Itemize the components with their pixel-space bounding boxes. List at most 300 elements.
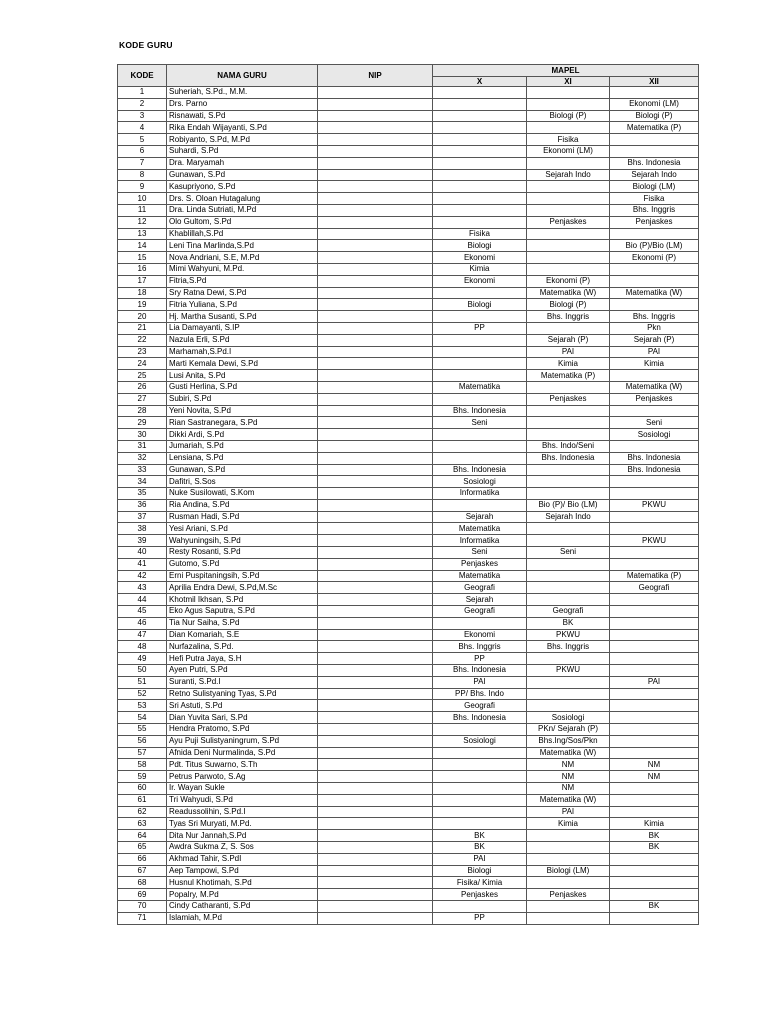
mapel-xi-cell: Matematika (W): [527, 287, 610, 299]
mapel-xi-cell: Ekonomi (LM): [527, 145, 610, 157]
mapel-xi-cell: [527, 157, 610, 169]
table-row: [118, 476, 699, 488]
mapel-x-cell: Bhs. Inggris: [433, 641, 527, 653]
mapel-x-cell: [433, 806, 527, 818]
mapel-xii-cell: [610, 134, 699, 146]
nip-cell: [318, 240, 433, 252]
table-row: [118, 358, 699, 370]
mapel-xii-cell: [610, 228, 699, 240]
mapel-xi-cell: Penjaskes: [527, 889, 610, 901]
nama-guru-cell: Leni Tina Marlinda,S.Pd: [167, 240, 318, 252]
mapel-x-cell: Sosiologi: [433, 476, 527, 488]
mapel-xii-cell: Penjaskes: [610, 216, 699, 228]
kode-cell: 13: [118, 228, 167, 240]
mapel-xii-cell: Bhs. Indonesia: [610, 464, 699, 476]
kode-cell: 39: [118, 535, 167, 547]
nama-guru-cell: Ayu Puji Sulistyaningrum, S.Pd: [167, 735, 318, 747]
nama-guru-cell: Rian Sastranegara, S.Pd: [167, 417, 318, 429]
kode-cell: 71: [118, 912, 167, 924]
mapel-xi-cell: Fisika: [527, 134, 610, 146]
mapel-xi-cell: [527, 688, 610, 700]
mapel-x-cell: Bhs. Indonesia: [433, 464, 527, 476]
mapel-xi-cell: NM: [527, 771, 610, 783]
table-row: [118, 275, 699, 287]
nip-cell: [318, 853, 433, 865]
mapel-xi-cell: Biologi (P): [527, 299, 610, 311]
nama-guru-cell: Lia Damayanti, S.IP: [167, 322, 318, 334]
nama-guru-cell: Fitria,S.Pd: [167, 275, 318, 287]
table-row: [118, 842, 699, 854]
nama-guru-cell: Retno Sulistyaning Tyas, S.Pd: [167, 688, 318, 700]
mapel-xi-cell: [527, 98, 610, 110]
mapel-x-cell: Seni: [433, 547, 527, 559]
table-row: [118, 771, 699, 783]
mapel-xii-cell: Bhs. Indonesia: [610, 157, 699, 169]
nip-cell: [318, 393, 433, 405]
nama-guru-cell: Drs. Parno: [167, 98, 318, 110]
table-row: [118, 452, 699, 464]
mapel-x-cell: [433, 771, 527, 783]
table-row: [118, 830, 699, 842]
kode-cell: 9: [118, 181, 167, 193]
mapel-xii-cell: Bhs. Indonesia: [610, 452, 699, 464]
table-row: [118, 783, 699, 795]
mapel-xi-cell: Sejarah Indo: [527, 169, 610, 181]
mapel-xi-cell: Sejarah Indo: [527, 511, 610, 523]
mapel-x-cell: Penjaskes: [433, 889, 527, 901]
nama-guru-cell: Hj. Martha Susanti, S.Pd: [167, 311, 318, 323]
mapel-x-cell: [433, 818, 527, 830]
table-row: [118, 499, 699, 511]
mapel-x-cell: Bhs. Indonesia: [433, 665, 527, 677]
kode-cell: 32: [118, 452, 167, 464]
table-row: [118, 252, 699, 264]
kode-cell: 58: [118, 759, 167, 771]
kode-cell: 4: [118, 122, 167, 134]
table-row: [118, 322, 699, 334]
nama-guru-cell: Sri Astuti, S.Pd: [167, 700, 318, 712]
mapel-xi-cell: Sejarah (P): [527, 334, 610, 346]
table-row: [118, 606, 699, 618]
table-row: [118, 747, 699, 759]
table-row: [118, 641, 699, 653]
nip-cell: [318, 806, 433, 818]
mapel-xi-cell: [527, 263, 610, 275]
mapel-x-cell: Bhs. Indonesia: [433, 405, 527, 417]
nama-guru-cell: Yesi Ariani, S.Pd: [167, 523, 318, 535]
mapel-xi-cell: [527, 204, 610, 216]
mapel-x-cell: [433, 900, 527, 912]
nip-cell: [318, 287, 433, 299]
kode-cell: 5: [118, 134, 167, 146]
mapel-xii-cell: Bhs. Inggris: [610, 311, 699, 323]
mapel-xii-cell: Biologi (LM): [610, 181, 699, 193]
table-row: [118, 370, 699, 382]
nip-cell: [318, 381, 433, 393]
mapel-x-cell: PAI: [433, 853, 527, 865]
nama-guru-cell: Cindy Catharanti, S.Pd: [167, 900, 318, 912]
mapel-xii-cell: [610, 806, 699, 818]
kode-cell: 35: [118, 488, 167, 500]
table-row: [118, 122, 699, 134]
nip-cell: [318, 370, 433, 382]
kode-cell: 55: [118, 724, 167, 736]
nama-guru-cell: Gusti Herlina, S.Pd: [167, 381, 318, 393]
nama-guru-cell: Petrus Parwoto, S.Ag: [167, 771, 318, 783]
nip-cell: [318, 98, 433, 110]
kode-cell: 69: [118, 889, 167, 901]
kode-cell: 21: [118, 322, 167, 334]
kode-cell: 49: [118, 653, 167, 665]
mapel-x-cell: [433, 145, 527, 157]
mapel-x-cell: [433, 157, 527, 169]
mapel-xii-cell: PKWU: [610, 499, 699, 511]
mapel-xi-cell: [527, 405, 610, 417]
mapel-xii-cell: [610, 476, 699, 488]
table-row: [118, 676, 699, 688]
nama-guru-cell: Gunawan, S.Pd: [167, 169, 318, 181]
nip-cell: [318, 181, 433, 193]
nama-guru-cell: Ria Andina, S.Pd: [167, 499, 318, 511]
mapel-x-cell: [433, 370, 527, 382]
nama-guru-cell: Dra. Maryamah: [167, 157, 318, 169]
mapel-x-cell: Matematika: [433, 570, 527, 582]
mapel-xi-cell: [527, 87, 610, 99]
nama-guru-cell: Jumariah, S.Pd: [167, 440, 318, 452]
nip-cell: [318, 688, 433, 700]
mapel-xi-cell: BK: [527, 617, 610, 629]
mapel-xii-cell: Ekonomi (P): [610, 252, 699, 264]
table-row: [118, 570, 699, 582]
table-row: [118, 181, 699, 193]
table-row: [118, 346, 699, 358]
nama-guru-cell: Robiyanto, S.Pd, M.Pd: [167, 134, 318, 146]
mapel-xi-cell: Biologi (LM): [527, 865, 610, 877]
kode-cell: 18: [118, 287, 167, 299]
mapel-xii-cell: [610, 735, 699, 747]
mapel-xi-cell: [527, 240, 610, 252]
nama-guru-cell: Hendra Pratomo, S.Pd: [167, 724, 318, 736]
mapel-x-cell: Sosiologi: [433, 735, 527, 747]
mapel-x-cell: PP/ Bhs. Indo: [433, 688, 527, 700]
table-row: [118, 287, 699, 299]
table-row: [118, 157, 699, 169]
nip-cell: [318, 570, 433, 582]
nama-guru-cell: Popalry, M.Pd: [167, 889, 318, 901]
mapel-xii-cell: [610, 145, 699, 157]
nama-guru-cell: Dikki Ardi, S.Pd: [167, 429, 318, 441]
header-mapel: MAPEL: [433, 65, 699, 77]
mapel-x-cell: [433, 216, 527, 228]
mapel-x-cell: Geografi: [433, 700, 527, 712]
nip-cell: [318, 193, 433, 205]
mapel-x-cell: Informatika: [433, 488, 527, 500]
nip-cell: [318, 134, 433, 146]
nama-guru-cell: Akhmad Tahir, S.PdI: [167, 853, 318, 865]
mapel-x-cell: [433, 311, 527, 323]
mapel-xi-cell: [527, 252, 610, 264]
nama-guru-cell: Gutomo, S.Pd: [167, 558, 318, 570]
header-nama-guru: NAMA GURU: [167, 65, 318, 87]
nama-guru-cell: Risnawati, S.Pd: [167, 110, 318, 122]
mapel-xi-cell: [527, 594, 610, 606]
nip-cell: [318, 252, 433, 264]
mapel-x-cell: [433, 617, 527, 629]
nip-cell: [318, 606, 433, 618]
table-row: [118, 417, 699, 429]
mapel-xi-cell: Kimia: [527, 818, 610, 830]
table-row: [118, 665, 699, 677]
mapel-x-cell: [433, 724, 527, 736]
nama-guru-cell: Aep Tampowi, S.Pd: [167, 865, 318, 877]
nama-guru-cell: Pdt. Titus Suwarno, S.Th: [167, 759, 318, 771]
mapel-xii-cell: NM: [610, 759, 699, 771]
table-row: [118, 87, 699, 99]
table-row: [118, 547, 699, 559]
table-row: [118, 794, 699, 806]
kode-cell: 64: [118, 830, 167, 842]
mapel-x-cell: Fisika: [433, 228, 527, 240]
nama-guru-cell: Lensiana, S.Pd: [167, 452, 318, 464]
mapel-xii-cell: [610, 912, 699, 924]
kode-cell: 25: [118, 370, 167, 382]
table-row: [118, 240, 699, 252]
table-body: [118, 87, 699, 925]
mapel-xii-cell: Sejarah Indo: [610, 169, 699, 181]
kode-cell: 47: [118, 629, 167, 641]
mapel-x-cell: Sejarah: [433, 511, 527, 523]
mapel-x-cell: [433, 429, 527, 441]
nip-cell: [318, 405, 433, 417]
mapel-xii-cell: [610, 440, 699, 452]
mapel-xi-cell: Geografi: [527, 606, 610, 618]
nama-guru-cell: Tri Wahyudi, S.Pd: [167, 794, 318, 806]
table-row: [118, 724, 699, 736]
nip-cell: [318, 511, 433, 523]
nip-cell: [318, 311, 433, 323]
table-row: [118, 688, 699, 700]
nip-cell: [318, 440, 433, 452]
nip-cell: [318, 523, 433, 535]
mapel-xi-cell: Kimia: [527, 358, 610, 370]
kode-cell: 10: [118, 193, 167, 205]
table-row: [118, 311, 699, 323]
nip-cell: [318, 322, 433, 334]
nama-guru-cell: Ayen Putri, S.Pd: [167, 665, 318, 677]
mapel-xii-cell: [610, 747, 699, 759]
nip-cell: [318, 476, 433, 488]
mapel-xii-cell: [610, 523, 699, 535]
nip-cell: [318, 818, 433, 830]
kode-cell: 8: [118, 169, 167, 181]
mapel-xi-cell: [527, 417, 610, 429]
kode-cell: 31: [118, 440, 167, 452]
kode-cell: 33: [118, 464, 167, 476]
nip-cell: [318, 228, 433, 240]
nama-guru-cell: Marhamah,S.Pd.I: [167, 346, 318, 358]
nip-cell: [318, 617, 433, 629]
nip-cell: [318, 676, 433, 688]
mapel-xii-cell: [610, 87, 699, 99]
mapel-xii-cell: [610, 877, 699, 889]
nama-guru-cell: Eko Agus Saputra, S.Pd: [167, 606, 318, 618]
mapel-x-cell: [433, 499, 527, 511]
mapel-xii-cell: [610, 688, 699, 700]
mapel-xi-cell: [527, 381, 610, 393]
kode-cell: 27: [118, 393, 167, 405]
kode-cell: 50: [118, 665, 167, 677]
table-row: [118, 617, 699, 629]
nip-cell: [318, 558, 433, 570]
kode-cell: 17: [118, 275, 167, 287]
mapel-x-cell: Informatika: [433, 535, 527, 547]
kode-cell: 38: [118, 523, 167, 535]
mapel-xii-cell: [610, 594, 699, 606]
mapel-xii-cell: [610, 370, 699, 382]
mapel-x-cell: [433, 98, 527, 110]
mapel-xii-cell: Geografi: [610, 582, 699, 594]
nama-guru-cell: Aprilia Endra Dewi, S.Pd,M.Sc: [167, 582, 318, 594]
table-row: [118, 145, 699, 157]
mapel-xii-cell: BK: [610, 830, 699, 842]
nip-cell: [318, 700, 433, 712]
mapel-xii-cell: [610, 558, 699, 570]
mapel-xi-cell: PAI: [527, 346, 610, 358]
mapel-xi-cell: [527, 830, 610, 842]
mapel-xii-cell: Bhs. Inggris: [610, 204, 699, 216]
mapel-x-cell: BK: [433, 830, 527, 842]
kode-cell: 23: [118, 346, 167, 358]
mapel-x-cell: [433, 783, 527, 795]
nama-guru-cell: Khotmil Ikhsan, S.Pd: [167, 594, 318, 606]
document-title: KODE GURU: [119, 40, 173, 50]
nama-guru-cell: Nazula Erli, S.Pd: [167, 334, 318, 346]
mapel-x-cell: Bhs. Indonesia: [433, 712, 527, 724]
mapel-xi-cell: NM: [527, 783, 610, 795]
nama-guru-cell: Suranti, S.Pd.I: [167, 676, 318, 688]
mapel-xii-cell: Kimia: [610, 358, 699, 370]
mapel-x-cell: Ekonomi: [433, 252, 527, 264]
mapel-x-cell: [433, 794, 527, 806]
nip-cell: [318, 747, 433, 759]
nama-guru-cell: Dita Nur Jannah,S.Pd: [167, 830, 318, 842]
mapel-xi-cell: [527, 476, 610, 488]
table-row: [118, 381, 699, 393]
nama-guru-cell: Dafitri, S.Sos: [167, 476, 318, 488]
table-row: [118, 594, 699, 606]
nama-guru-cell: Fitria Yuliana, S.Pd: [167, 299, 318, 311]
mapel-xii-cell: [610, 606, 699, 618]
nama-guru-cell: Tyas Sri Muryati, M.Pd.: [167, 818, 318, 830]
mapel-xi-cell: PAI: [527, 806, 610, 818]
mapel-xii-cell: Matematika (P): [610, 122, 699, 134]
nip-cell: [318, 157, 433, 169]
mapel-xi-cell: [527, 535, 610, 547]
kode-cell: 70: [118, 900, 167, 912]
nip-cell: [318, 794, 433, 806]
nama-guru-cell: Awdra Sukma Z, S. Sos: [167, 842, 318, 854]
nama-guru-cell: Drs. S. Oloan Hutagalung: [167, 193, 318, 205]
table-row: [118, 523, 699, 535]
mapel-xi-cell: [527, 558, 610, 570]
mapel-xi-cell: [527, 464, 610, 476]
table-row: [118, 806, 699, 818]
mapel-xi-cell: PKn/ Sejarah (P): [527, 724, 610, 736]
mapel-xii-cell: Matematika (W): [610, 381, 699, 393]
table-row: [118, 912, 699, 924]
table-row: [118, 169, 699, 181]
kode-cell: 40: [118, 547, 167, 559]
kode-cell: 61: [118, 794, 167, 806]
mapel-xii-cell: Matematika (W): [610, 287, 699, 299]
mapel-x-cell: Matematika: [433, 523, 527, 535]
nip-cell: [318, 299, 433, 311]
kode-cell: 42: [118, 570, 167, 582]
nama-guru-cell: Ir. Wayan Sukle: [167, 783, 318, 795]
table-row: [118, 110, 699, 122]
nip-cell: [318, 759, 433, 771]
nip-cell: [318, 464, 433, 476]
nip-cell: [318, 912, 433, 924]
nip-cell: [318, 547, 433, 559]
nama-guru-cell: Subiri, S.Pd: [167, 393, 318, 405]
kode-cell: 67: [118, 865, 167, 877]
nip-cell: [318, 724, 433, 736]
table-row: [118, 535, 699, 547]
mapel-x-cell: Ekonomi: [433, 629, 527, 641]
mapel-xii-cell: [610, 275, 699, 287]
nip-cell: [318, 653, 433, 665]
kode-cell: 57: [118, 747, 167, 759]
mapel-xii-cell: Ekonomi (LM): [610, 98, 699, 110]
kode-cell: 56: [118, 735, 167, 747]
nip-cell: [318, 889, 433, 901]
nip-cell: [318, 122, 433, 134]
mapel-x-cell: [433, 452, 527, 464]
mapel-xii-cell: Sejarah (P): [610, 334, 699, 346]
mapel-xii-cell: [610, 700, 699, 712]
table-row: [118, 134, 699, 146]
nama-guru-cell: Afnida Deni Nurmalinda, S.Pd: [167, 747, 318, 759]
mapel-xi-cell: Matematika (P): [527, 370, 610, 382]
mapel-xii-cell: [610, 263, 699, 275]
header-nip: NIP: [318, 65, 433, 87]
nip-cell: [318, 535, 433, 547]
mapel-xii-cell: Penjaskes: [610, 393, 699, 405]
mapel-x-cell: [433, 87, 527, 99]
kode-cell: 68: [118, 877, 167, 889]
nip-cell: [318, 204, 433, 216]
mapel-x-cell: Penjaskes: [433, 558, 527, 570]
table-row: [118, 853, 699, 865]
nama-guru-cell: Tia Nur Saiha, S.Pd: [167, 617, 318, 629]
table-row: [118, 440, 699, 452]
mapel-xii-cell: [610, 889, 699, 901]
nama-guru-cell: Gunawan, S.Pd: [167, 464, 318, 476]
table-row: [118, 712, 699, 724]
table-row: [118, 263, 699, 275]
kode-cell: 52: [118, 688, 167, 700]
nama-guru-cell: Rika Endah Wijayanti, S.Pd: [167, 122, 318, 134]
mapel-xi-cell: Bhs. Inggris: [527, 311, 610, 323]
nip-cell: [318, 110, 433, 122]
header-kelas-xi: XI: [527, 77, 610, 87]
mapel-x-cell: [433, 440, 527, 452]
mapel-xii-cell: Seni: [610, 417, 699, 429]
table-row: [118, 629, 699, 641]
mapel-xii-cell: [610, 488, 699, 500]
mapel-xi-cell: [527, 523, 610, 535]
